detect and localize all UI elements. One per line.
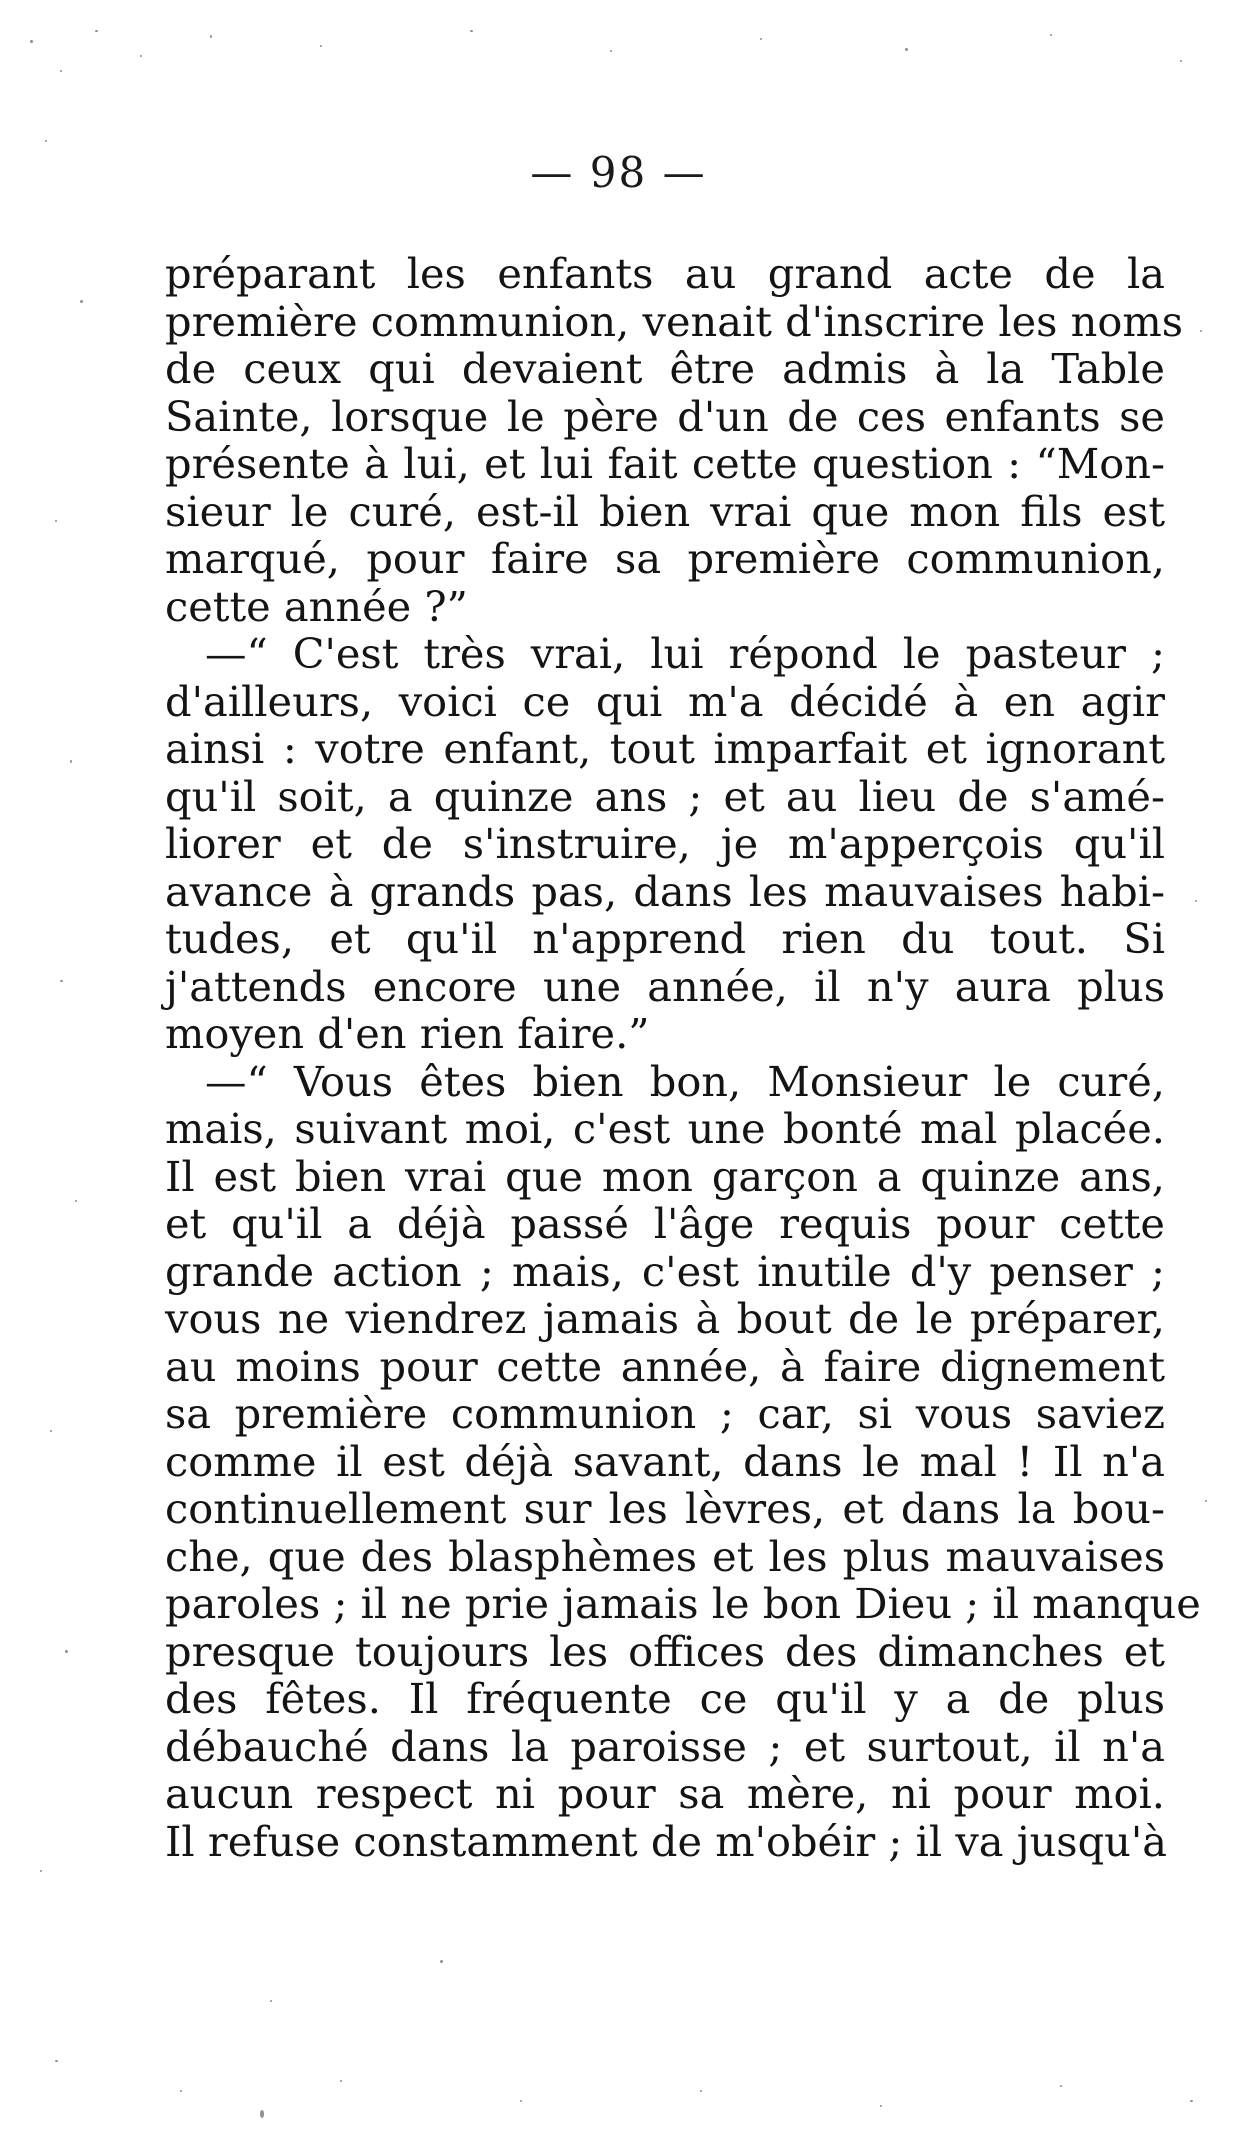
text-line: marqué, pour faire sa première communion, — [165, 534, 1165, 583]
text-line: Il est bien vrai que mon garçon a quinze ans, — [165, 1151, 1165, 1201]
text-line: —“ C'est très vrai, lui répond le pasteur ; — [205, 629, 1165, 678]
text-line: presque toujours les offices des dimanches et — [165, 1626, 1165, 1676]
text-line: comme il est déjà savant, dans le mal ! Il n'a — [165, 1436, 1165, 1486]
text-line: cette année ?” — [165, 581, 468, 631]
text-line: liorer et de s'instruire, je m'apperçois qu'il — [165, 819, 1165, 868]
text-line: j'attends encore une année, il n'y aura plus — [165, 961, 1165, 1011]
text-line: de ceux qui devaient être admis à la Table — [165, 344, 1165, 393]
text-line: qu'il soit, a quinze ans ; et au lieu de s'amé- — [165, 771, 1165, 821]
text-line: Sainte, lorsque le père d'un de ces enfants se — [165, 391, 1165, 441]
text-line: sieur le curé, est-il bien vrai que mon fils est — [165, 486, 1165, 536]
text-line: des fêtes. Il fréquente ce qu'il y a de plus — [165, 1674, 1165, 1723]
text-line: che, que des blasphèmes et les plus mauvaises — [165, 1531, 1165, 1581]
text-line: débauché dans la paroisse ; et surtout, il n'a — [165, 1721, 1165, 1771]
text-line: tudes, et qu'il n'apprend rien du tout. Si — [165, 914, 1165, 963]
text-line: d'ailleurs, voici ce qui m'a décidé à en agir — [165, 676, 1165, 726]
text-line: et qu'il a déjà passé l'âge requis pour cette — [165, 1199, 1165, 1248]
text-line: ainsi : votre enfant, tout imparfait et ignorant — [165, 724, 1165, 773]
body-text — [165, 249, 1201, 1866]
text-line: au moins pour cette année, à faire dignement — [165, 1341, 1165, 1391]
text-line: vous ne viendrez jamais à bout de le préparer, — [165, 1294, 1165, 1343]
text-line: grande action ; mais, c'est inutile d'y penser ; — [165, 1246, 1165, 1296]
text-line: mais, suivant moi, c'est une bonté mal placée. — [165, 1104, 1165, 1153]
text-line: —“ Vous êtes bien bon, Monsieur le curé, — [205, 1056, 1165, 1106]
text-line: préparant les enfants au grand acte de la — [165, 249, 1165, 298]
text-line: Il refuse constamment de m'obéir ; il va jusqu'à — [165, 1816, 1168, 1866]
text-line: avance à grands pas, dans les mauvaises habi- — [165, 866, 1165, 916]
text-line: aucun respect ni pour sa mère, ni pour moi. — [165, 1769, 1165, 1818]
page-number: — 98 — — [530, 148, 707, 197]
text-line: présente à lui, et lui fait cette question : “Mon- — [165, 439, 1165, 488]
text-line: paroles ; il ne prie jamais le bon Dieu ; il manque — [165, 1579, 1201, 1628]
text-line: première communion, venait d'inscrire les noms — [165, 296, 1184, 346]
text-line: moyen d'en rien faire.” — [165, 1009, 650, 1058]
text-line: sa première communion ; car, si vous saviez — [165, 1389, 1165, 1438]
text-line: continuellement sur les lèvres, et dans la bou- — [165, 1484, 1165, 1533]
